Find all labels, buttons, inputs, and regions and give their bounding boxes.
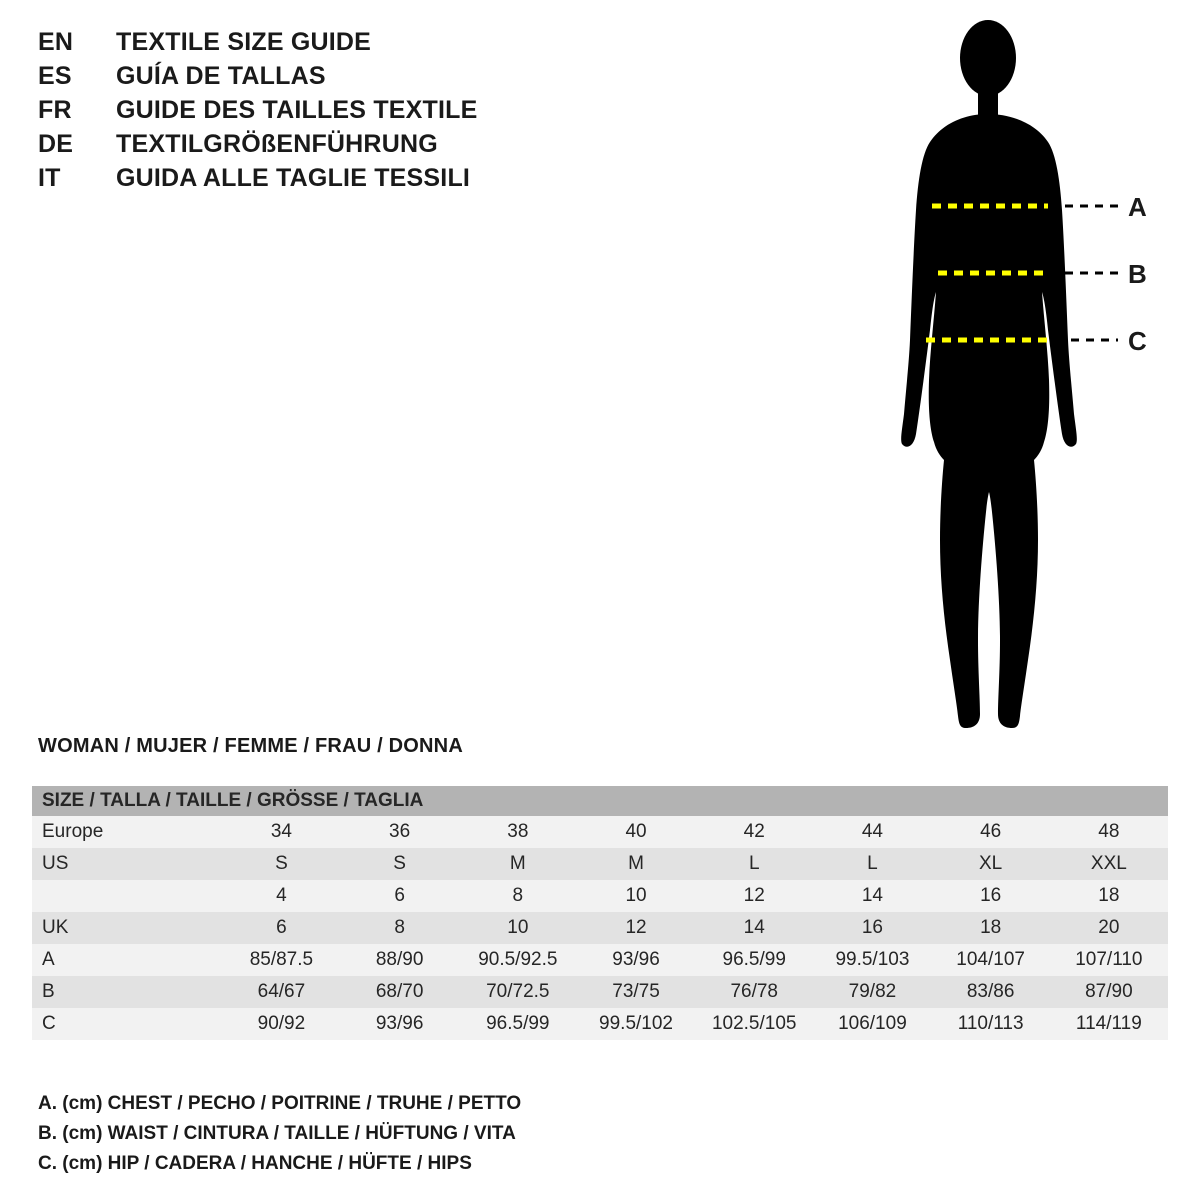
cell-uk-6: 18 xyxy=(932,912,1050,944)
cell-europe-6: 46 xyxy=(932,816,1050,848)
row-label-us: US xyxy=(32,848,222,880)
title-lang-de: DE xyxy=(38,130,74,158)
cell-europe-7: 48 xyxy=(1050,816,1168,848)
cell-b-5: 79/82 xyxy=(813,976,931,1008)
row-label-europe: Europe xyxy=(32,816,222,848)
section-heading: WOMAN / MUJER / FEMME / FRAU / DONNA xyxy=(38,735,463,757)
title-text-en: TEXTILE SIZE GUIDE xyxy=(116,28,372,56)
table-row xyxy=(32,944,1168,976)
figure-label-c: C xyxy=(1128,326,1147,356)
title-lang-fr: FR xyxy=(38,96,72,124)
cell-c-7: 114/119 xyxy=(1050,1008,1168,1040)
table-header-cell: SIZE / TALLA / TAILLE / GRÖSSE / TAGLIA xyxy=(32,786,1168,816)
cell-c-0: 90/92 xyxy=(222,1008,340,1040)
cell-c-4: 102.5/105 xyxy=(695,1008,813,1040)
table-row xyxy=(32,848,1168,880)
row-label-uk: UK xyxy=(32,912,222,944)
figure-label-a: A xyxy=(1128,192,1147,222)
cell-a-7: 107/110 xyxy=(1050,944,1168,976)
cell-uk-3: 12 xyxy=(577,912,695,944)
cell-c-3: 99.5/102 xyxy=(577,1008,695,1040)
footnote-b: B. (cm) WAIST / CINTURA / TAILLE / HÜFTUNG / VITA xyxy=(38,1123,516,1144)
cell-europe-3: 40 xyxy=(577,816,695,848)
cell-a-2: 90.5/92.5 xyxy=(459,944,577,976)
row-label-b: B xyxy=(32,976,222,1008)
cell-b-6: 83/86 xyxy=(932,976,1050,1008)
cell-europe-2: 38 xyxy=(459,816,577,848)
title-text-it: GUIDA ALLE TAGLIE TESSILI xyxy=(116,164,471,192)
footnote-c: C. (cm) HIP / CADERA / HANCHE / HÜFTE / HIPS xyxy=(38,1153,472,1174)
cell-usnum-2: 8 xyxy=(459,880,577,912)
cell-europe-4: 42 xyxy=(695,816,813,848)
title-lang-en: EN xyxy=(38,28,74,56)
silhouette-shape xyxy=(901,20,1077,728)
row-label-c: C xyxy=(32,1008,222,1040)
cell-uk-0: 6 xyxy=(222,912,340,944)
cell-us-6: XL xyxy=(932,848,1050,880)
table-row xyxy=(32,816,1168,848)
cell-us-1: S xyxy=(341,848,459,880)
cell-uk-5: 16 xyxy=(813,912,931,944)
title-row-it xyxy=(38,164,638,198)
cell-b-0: 64/67 xyxy=(222,976,340,1008)
cell-b-1: 68/70 xyxy=(341,976,459,1008)
cell-europe-1: 36 xyxy=(341,816,459,848)
cell-usnum-5: 14 xyxy=(813,880,931,912)
title-row-en xyxy=(38,28,638,62)
table-row xyxy=(32,1008,1168,1040)
table-row xyxy=(32,976,1168,1008)
cell-a-5: 99.5/103 xyxy=(813,944,931,976)
title-text-fr: GUIDE DES TAILLES TEXTILE xyxy=(116,96,478,124)
cell-europe-0: 34 xyxy=(222,816,340,848)
cell-c-1: 93/96 xyxy=(341,1008,459,1040)
table-header-row xyxy=(32,786,1168,816)
cell-a-3: 93/96 xyxy=(577,944,695,976)
row-label-a: A xyxy=(32,944,222,976)
cell-uk-4: 14 xyxy=(695,912,813,944)
title-row-de xyxy=(38,130,638,164)
cell-c-2: 96.5/99 xyxy=(459,1008,577,1040)
cell-b-7: 87/90 xyxy=(1050,976,1168,1008)
title-text-es: GUÍA DE TALLAS xyxy=(116,62,326,90)
cell-us-4: L xyxy=(695,848,813,880)
cell-us-3: M xyxy=(577,848,695,880)
title-row-fr xyxy=(38,96,638,130)
cell-a-1: 88/90 xyxy=(341,944,459,976)
cell-b-2: 70/72.5 xyxy=(459,976,577,1008)
title-row-es xyxy=(38,62,638,96)
table-row xyxy=(32,880,1168,912)
cell-usnum-4: 12 xyxy=(695,880,813,912)
title-text-de: TEXTILGRÖßENFÜHRUNG xyxy=(116,130,438,158)
figure-label-b: B xyxy=(1128,259,1147,289)
cell-b-4: 76/78 xyxy=(695,976,813,1008)
footnotes xyxy=(38,1089,738,1179)
cell-a-4: 96.5/99 xyxy=(695,944,813,976)
cell-us-2: M xyxy=(459,848,577,880)
body-figure xyxy=(860,10,1190,750)
cell-usnum-6: 16 xyxy=(932,880,1050,912)
cell-a-6: 104/107 xyxy=(932,944,1050,976)
row-label-us-numeric xyxy=(32,880,222,912)
cell-usnum-7: 18 xyxy=(1050,880,1168,912)
cell-us-7: XXL xyxy=(1050,848,1168,880)
cell-uk-2: 10 xyxy=(459,912,577,944)
cell-europe-5: 44 xyxy=(813,816,931,848)
cell-usnum-3: 10 xyxy=(577,880,695,912)
footnote-a: A. (cm) CHEST / PECHO / POITRINE / TRUHE / PETTO xyxy=(38,1093,522,1114)
cell-uk-1: 8 xyxy=(341,912,459,944)
cell-c-6: 110/113 xyxy=(932,1008,1050,1040)
cell-usnum-0: 4 xyxy=(222,880,340,912)
cell-us-0: S xyxy=(222,848,340,880)
cell-b-3: 73/75 xyxy=(577,976,695,1008)
female-silhouette-icon xyxy=(860,10,1190,750)
cell-a-0: 85/87.5 xyxy=(222,944,340,976)
cell-uk-7: 20 xyxy=(1050,912,1168,944)
title-block xyxy=(38,28,638,198)
title-lang-it: IT xyxy=(38,164,61,192)
cell-us-5: L xyxy=(813,848,931,880)
cell-c-5: 106/109 xyxy=(813,1008,931,1040)
title-lang-es: ES xyxy=(38,62,72,90)
cell-usnum-1: 6 xyxy=(341,880,459,912)
table-row xyxy=(32,912,1168,944)
size-table xyxy=(32,786,1168,1040)
